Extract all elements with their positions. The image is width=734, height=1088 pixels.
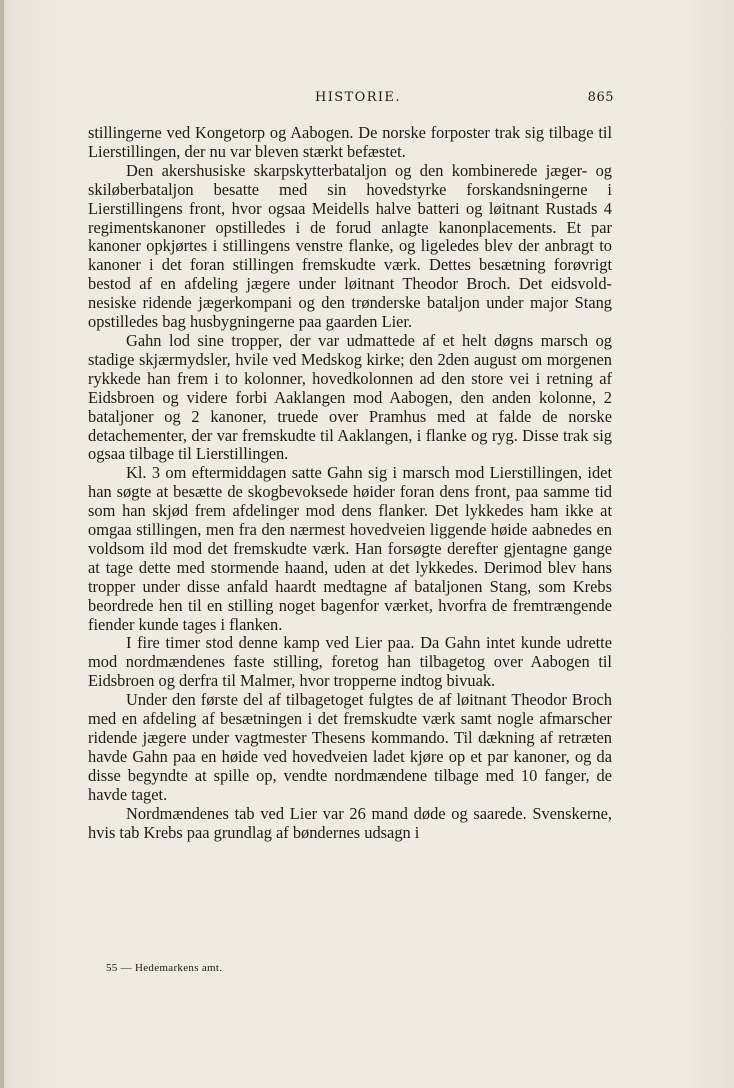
paragraph: Kl. 3 om eftermiddagen satte Gahn sig i marsch mod Lierstillingen, idet han søgte at besætte de skogbevoksede høider foran dens front, paa samme tid som han skjød frem afdelinger mod dens flanker. Det lykkedes ham ikke at omgaa stillingen, men fra den nærmest hovedveien liggende høide aabnedes en voldsom ild mod det fremskudte værk. Han forsøgte derefter gjentagne gange at tage dette med stormende haand, uden at det lykkedes. Derimod blev hans tropper under disse anfald haardt medtagne af bataljonen Stang, som Krebs beordrede hen til en stilling noget bagenfor værket, hvorfra de fremtrængende fiender kunde tages i flanken.	[88, 463, 612, 634]
running-header	[86, 90, 614, 110]
running-title: HISTORIE.	[315, 90, 401, 105]
page-spine-edge	[0, 0, 4, 1088]
body-text	[88, 124, 612, 842]
paragraph: Gahn lod sine tropper, der var udmattede af et helt døgns marsch og stadige skjærmydsler, hvile ved Medskog kirke; den 2den august om morgenen rykkede han frem i to kolonner, hovedkolonnen ad den store vei i retning af Eidsbroen og videre forbi Aaklangen mod Aabogen, den anden kolonne, 2 bataljoner og 2 kanoner, truede over Pramhus med at falde de norske detachementer, der var fremskudte til Aaklangen, i flanke og ryg. Disse trak sig ogsaa tilbage til Lierstillingen.	[88, 330, 612, 464]
signature-mark: 55 — Hedemarkens amt.	[106, 962, 223, 974]
paragraph-continued: stillingerne ved Kongetorp og Aabogen. De norske forposter trak sig tilbage til Lierstillingen, der nu var bleven stærkt befæstet.	[88, 123, 612, 161]
page-number: 865	[587, 90, 614, 105]
paragraph: Under den første del af tilbagetoget fulgtes de af løitnant Theodor Broch med en afdeling af besætningen i det fremskudte værk samt nogle afmarscher ridende jægere under vagtmester Thesens kommando. Til dækning af retræten havde Gahn paa en høide ved hovedveien ladet kjøre op et par kanoner, og da disse begyndte at spille op, vendte nordmændene tilbage med 10 fanger, de havde taget.	[88, 690, 612, 804]
paragraph: Den akershusiske skarpskytterbataljon og den kombinerede jæger- og skiløberbataljon besatte med sin hovedstyrke forskandsningerne i Lierstillingens front, hvor ogsaa Meidells halve batteri og løitnant Rustads 4 regimentskanoner opstilledes i de forud anlagte kanonplacements. Et par kanoner opkjørtes i stillingens venstre flanke, og ligeledes blev der anbragt to kanoner i det foran stillingen fremskudte værk. Dettes besætning forøvrigt bestod af en afdeling jægere under løitnant Theodor Broch. Det eidsvold-nesiske ridende jægerkompani og den trønderske bataljon under major Stang opstilledes bag husbygningerne paa gaarden Lier.	[88, 160, 612, 332]
paragraph: I fire timer stod denne kamp ved Lier paa. Da Gahn intet kunde udrette mod nordmændenes faste stilling, foretog han tilbagetog over Aabogen til Eidsbroen og derfra til Malmer, hvor tropperne indtog bivuak.	[88, 633, 612, 691]
paragraph-last: Nordmændenes tab ved Lier var 26 mand døde og saarede. Svenskerne, hvis tab Krebs paa grundlag af bøndernes udsagn i	[88, 803, 612, 842]
